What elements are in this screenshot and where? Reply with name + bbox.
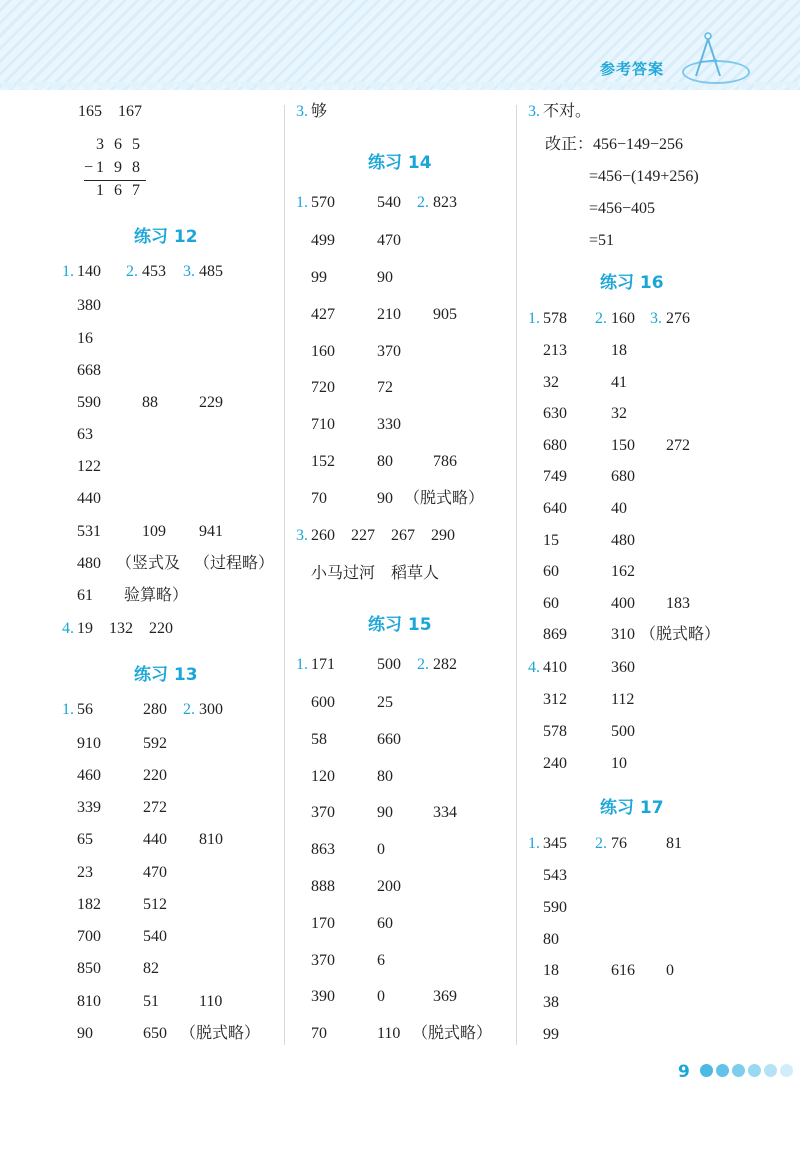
answer-note: （脱式略） — [180, 1025, 261, 1042]
answer-cell: 109 — [142, 523, 166, 540]
answer-cell: 720 — [311, 379, 335, 396]
compass-icon — [688, 30, 728, 80]
answer-cell: 480 — [77, 555, 101, 572]
answer-cell: 680 — [611, 468, 635, 485]
answer-cell: 470 — [143, 864, 167, 881]
answer-cell: 183 — [666, 595, 690, 612]
answer-cell: 339 — [77, 799, 101, 816]
q-number: 4. — [528, 659, 540, 676]
answer-cell: 400 — [611, 595, 635, 612]
q-number: 3. — [296, 527, 308, 544]
answer-cell: 440 — [143, 831, 167, 848]
answer-cell: 700 — [77, 928, 101, 945]
answer-cell: 229 — [199, 394, 223, 411]
answer-cell: 499 — [311, 232, 335, 249]
answer-cell: 888 — [311, 878, 335, 895]
answer-cell: 10 — [611, 755, 627, 772]
answer-line: 小马过河 稻草人 — [311, 565, 440, 582]
answer-cell: 500 — [611, 723, 635, 740]
answer-cell: 162 — [611, 563, 635, 580]
answer-cell: 80 — [543, 931, 559, 948]
answer-cell: 90 — [377, 269, 393, 286]
answer-cell: 200 — [377, 878, 401, 895]
q-number: 3. — [296, 103, 308, 120]
section-title-ex15: 练习 15 — [368, 615, 432, 635]
answer-cell: 150 — [611, 437, 635, 454]
answer-cell: 171 — [311, 656, 335, 673]
answer-cell: 380 — [77, 297, 101, 314]
q-number: 3. — [528, 103, 540, 120]
answer-cell: 823 — [433, 194, 457, 211]
answer-cell: 18 — [543, 962, 559, 979]
answer-cell: 152 — [311, 453, 335, 470]
answer-line: 260 227 267 290 — [311, 527, 456, 544]
decorative-dot — [780, 1064, 793, 1077]
answer-cell: 41 — [611, 374, 627, 391]
answer-cell: 863 — [311, 841, 335, 858]
answer-cell: 910 — [77, 735, 101, 752]
answer-cell: 500 — [377, 656, 401, 673]
answer-note: （脱式略） — [412, 1025, 493, 1042]
answer-cell: 220 — [143, 767, 167, 784]
vcalc-rule — [84, 180, 146, 181]
answer-cell: 334 — [433, 804, 457, 821]
q-number: 1. — [62, 263, 74, 280]
answer-cell: 82 — [143, 960, 159, 977]
q-number: 2. — [126, 263, 138, 280]
correction-line: 改正：456−149−256 — [545, 136, 684, 153]
q-number: 2. — [417, 656, 429, 673]
answer-cell: 390 — [311, 988, 335, 1005]
section-title-ex13: 练习 13 — [134, 665, 198, 685]
answer-cell: 99 — [543, 1026, 559, 1043]
answer-cell: 592 — [143, 735, 167, 752]
header-title: 参考答案 — [600, 60, 665, 78]
answer-cell: 485 — [199, 263, 223, 280]
answer-cell: 590 — [77, 394, 101, 411]
q-number: 3. — [650, 310, 662, 327]
answer-cell: 110 — [199, 993, 223, 1010]
q-number: 1. — [296, 194, 308, 211]
answer-cell: 60 — [543, 563, 559, 580]
vcalc-line-2: −1 9 8 — [84, 159, 144, 176]
answer-cell: 680 — [543, 437, 567, 454]
answer-cell: 668 — [77, 362, 101, 379]
answer-cell: 276 — [666, 310, 690, 327]
answer-cell: 160 — [611, 310, 635, 327]
answer-cell: 76 — [611, 835, 627, 852]
answer-cell: 330 — [377, 416, 401, 433]
answer-cell: 850 — [77, 960, 101, 977]
q-number: 2. — [183, 701, 195, 718]
answer-cell: 72 — [377, 379, 393, 396]
answer-cell: 905 — [433, 306, 457, 323]
q-number: 2. — [595, 310, 607, 327]
decorative-dot — [700, 1064, 713, 1077]
answer-cell: 786 — [433, 453, 457, 470]
answer-cell: 60 — [543, 595, 559, 612]
answer-cell: 310 — [611, 626, 635, 643]
answer-cell: 210 — [377, 306, 401, 323]
answer-cell: 140 — [77, 263, 101, 280]
answer-cell: 453 — [142, 263, 166, 280]
answer-cell: 300 — [199, 701, 223, 718]
answer-cell: 38 — [543, 994, 559, 1011]
answer-cell: 56 — [77, 701, 93, 718]
answer-cell: 213 — [543, 342, 567, 359]
answer-cell: 61 — [77, 587, 93, 604]
answer-cell: 90 — [377, 490, 393, 507]
answer-cell: 70 — [311, 1025, 327, 1042]
answer-cell: 0 — [377, 988, 385, 1005]
correction-line: =456−405 — [589, 200, 656, 217]
answer-cell: 240 — [543, 755, 567, 772]
header-scallop-edge — [0, 82, 800, 96]
answer-cell: 650 — [143, 1025, 167, 1042]
answer-note: （过程略） — [194, 555, 275, 572]
answer-cell: 869 — [543, 626, 567, 643]
answer-cell: 32 — [543, 374, 559, 391]
answer-cell: 16 — [77, 330, 93, 347]
answer-note: （竖式及 — [116, 555, 181, 572]
vcalc-line-1: 3 6 5 — [96, 136, 143, 153]
page-number: 9 — [678, 1062, 690, 1082]
answer-cell: 65 — [77, 831, 93, 848]
answer-cell: 630 — [543, 405, 567, 422]
column-divider-left — [284, 105, 285, 1045]
answer-cell: 660 — [377, 731, 401, 748]
answer-cell: 480 — [611, 532, 635, 549]
answer-cell: 112 — [611, 691, 635, 708]
section-title-ex12: 练习 12 — [134, 227, 198, 247]
answer-cell: 6 — [377, 952, 385, 969]
answer-cell: 15 — [543, 532, 559, 549]
answer-cell: 360 — [611, 659, 635, 676]
answer-cell: 941 — [199, 523, 223, 540]
answer-cell: 110 — [377, 1025, 401, 1042]
answer-text: 够 — [311, 103, 328, 120]
decorative-dot — [748, 1064, 761, 1077]
answer-note: （脱式略） — [640, 626, 721, 643]
decorative-dot — [716, 1064, 729, 1077]
answer-cell: 512 — [143, 896, 167, 913]
answer-cell: 370 — [311, 804, 335, 821]
q-number: 1. — [528, 835, 540, 852]
answer-cell: 99 — [311, 269, 327, 286]
answer-cell: 18 — [611, 342, 627, 359]
answer-cell: 80 — [377, 768, 393, 785]
answer-cell: 345 — [543, 835, 567, 852]
answer-cell: 120 — [311, 768, 335, 785]
answer-cell: 578 — [543, 310, 567, 327]
q-number: 2. — [595, 835, 607, 852]
answer-line: 165 167 — [78, 103, 143, 120]
answer-cell: 543 — [543, 867, 567, 884]
answer-cell: 40 — [611, 500, 627, 517]
section-title-ex14: 练习 14 — [368, 153, 432, 173]
answer-cell: 80 — [377, 453, 393, 470]
q-number: 1. — [62, 701, 74, 718]
answer-cell: 81 — [666, 835, 682, 852]
answer-cell: 280 — [143, 701, 167, 718]
answer-note: （脱式略） — [404, 490, 485, 507]
q-number: 1. — [528, 310, 540, 327]
correction-line: =456−(149+256) — [589, 168, 699, 185]
column-divider-right — [516, 105, 517, 1045]
answer-cell: 810 — [77, 993, 101, 1010]
answer-cell: 370 — [311, 952, 335, 969]
answer-cell: 460 — [77, 767, 101, 784]
answer-cell: 470 — [377, 232, 401, 249]
correction-line: =51 — [589, 232, 615, 249]
answer-cell: 63 — [77, 426, 93, 443]
answer-cell: 90 — [77, 1025, 93, 1042]
answer-cell: 88 — [142, 394, 158, 411]
answer-cell: 749 — [543, 468, 567, 485]
q-number: 2. — [417, 194, 429, 211]
answer-cell: 810 — [199, 831, 223, 848]
answer-cell: 58 — [311, 731, 327, 748]
answer-cell: 540 — [143, 928, 167, 945]
answer-cell: 160 — [311, 343, 335, 360]
answer-cell: 600 — [311, 694, 335, 711]
answer-cell: 32 — [611, 405, 627, 422]
answer-cell: 570 — [311, 194, 335, 211]
answer-cell: 51 — [143, 993, 159, 1010]
answer-cell: 122 — [77, 458, 101, 475]
section-title-ex17: 练习 17 — [600, 798, 664, 818]
answer-cell: 182 — [77, 896, 101, 913]
answer-cell: 440 — [77, 490, 101, 507]
answer-cell: 0 — [377, 841, 385, 858]
q-number: 1. — [296, 656, 308, 673]
answer-cell: 0 — [666, 962, 674, 979]
answer-cell: 90 — [377, 804, 393, 821]
answer-cell: 590 — [543, 899, 567, 916]
answer-cell: 640 — [543, 500, 567, 517]
answer-cell: 578 — [543, 723, 567, 740]
vcalc-line-3: 1 6 7 — [96, 182, 143, 199]
answer-note: 验算略） — [124, 587, 189, 604]
answer-cell: 710 — [311, 416, 335, 433]
q-number: 4. — [62, 620, 74, 637]
answer-cell: 170 — [311, 915, 335, 932]
answer-cell: 23 — [77, 864, 93, 881]
answer-cell: 272 — [666, 437, 690, 454]
answer-cell: 25 — [377, 694, 393, 711]
answer-cell: 427 — [311, 306, 335, 323]
answer-cell: 410 — [543, 659, 567, 676]
decorative-dot — [732, 1064, 745, 1077]
q-number: 3. — [183, 263, 195, 280]
answer-cell: 540 — [377, 194, 401, 211]
answer-text: 不对。 — [543, 103, 592, 120]
answer-cell: 616 — [611, 962, 635, 979]
answer-cell: 370 — [377, 343, 401, 360]
decorative-dot — [764, 1064, 777, 1077]
answer-cell: 60 — [377, 915, 393, 932]
answer-cell: 531 — [77, 523, 101, 540]
answer-cell: 282 — [433, 656, 457, 673]
answer-cell: 272 — [143, 799, 167, 816]
section-title-ex16: 练习 16 — [600, 273, 664, 293]
answer-cell: 369 — [433, 988, 457, 1005]
answer-cell: 312 — [543, 691, 567, 708]
header-band — [0, 0, 800, 90]
answer-line: 19 132 220 — [77, 620, 174, 637]
answer-cell: 70 — [311, 490, 327, 507]
